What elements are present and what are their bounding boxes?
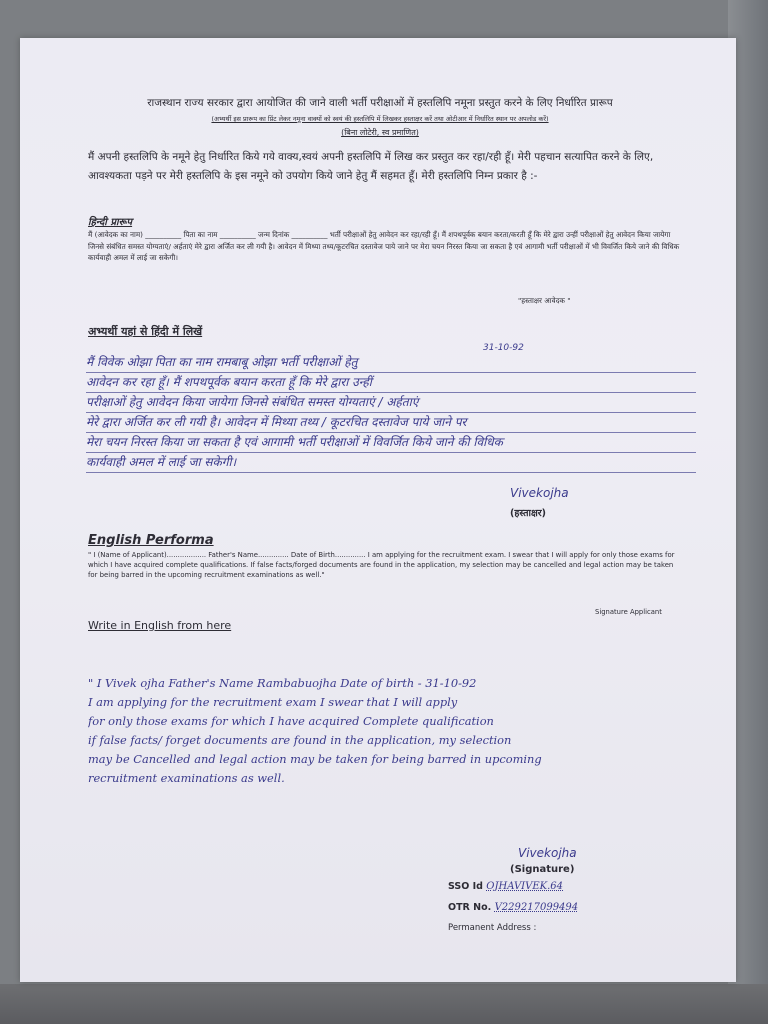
sso-id-row — [448, 881, 563, 892]
form-instructions: (अभ्यर्थी इस प्रारूप का प्रिंट लेकर नमूना वाक्यों को स्वयं की हस्तलिपि में लिखकर हस्ताक्षर करें तथा ओटीआर में निर्धारित स्थान पर अपलोड करें) — [211, 115, 549, 123]
hindi-write-label: अभ्यर्थी यहां से हिंदी में लिखें — [88, 325, 203, 338]
hindi-hw-line: मैं विवेक ओझा पिता का नाम रामबाबू ओझा भर्ती परीक्षाओं हेतु — [86, 353, 696, 373]
english-hw-line: may be Cancelled and legal action may be taken for being barred in upcoming — [88, 752, 542, 766]
english-proforma-sign-label: Signature Applicant — [595, 608, 662, 616]
otr-no-row — [448, 902, 578, 913]
english-hw-line: if false facts/ forget documents are found in the application, my selection — [88, 733, 512, 747]
english-proforma-text: " I (Name of Applicant).................. Father's Name.............. Date of Birth.............. I am applying for the recruitment exam. I swear that I will apply for only those exams for which I have acquired complete qualifications. If false facts/forged documents are found in the application, my selection may be cancelled and legal action may be taken for being barred in the upcoming recruitment examinations as well." — [88, 551, 675, 579]
english-hw-line: for only those exams for which I have acquired Complete qualification — [88, 714, 494, 728]
english-signature-label: (Signature) — [510, 864, 575, 875]
hindi-proforma-sign-label: "हस्ताक्षर आवेदक " — [518, 296, 571, 305]
background-bottom — [0, 984, 768, 1024]
form-note: (बिना लोटेरी, स्व प्रमाणित) — [341, 128, 419, 137]
hindi-signature: Vivekojha — [510, 486, 569, 500]
form-sheet — [20, 38, 736, 982]
sso-id-label: SSO Id — [448, 881, 487, 892]
english-proforma-heading: English Performa — [88, 533, 214, 548]
english-hw-line: recruitment examinations as well. — [88, 771, 285, 785]
form-title: राजस्थान राज्य सरकार द्वारा आयोजित की जाने वाली भर्ती परीक्षाओं में हस्तलिपि नमूना प्रस्तुत करने के लिए निर्धारित प्रारूप — [147, 97, 613, 109]
english-write-label: Write in English from here — [88, 619, 232, 632]
hindi-hw-line: कार्यवाही अमल में लाई जा सकेगी। — [86, 453, 696, 473]
otr-no-value: V229217099494 — [494, 902, 579, 913]
hindi-signature-label: (हस्ताक्षर) — [510, 508, 546, 519]
declaration-text: मैं अपनी हस्तलिपि के नमूने हेतु निर्धारित किये गये वाक्य,स्वयं अपनी हस्तलिपि में लिख कर प्रस्तुत कर रहा/रही हूँ। मेरी पहचान सत्यापित करने के लिए, आवश्यकता पड़ने पर मेरी हस्तलिपि के इस नमूने को उपयोग किये जाने हेतु मैं सहमत हूँ। मेरी हस्तलिपि निम्न प्रकार है :- — [88, 151, 654, 182]
permanent-address-label: Permanent Address : — [448, 923, 537, 933]
hindi-hw-line: परीक्षाओं हेतु आवेदन किया जायेगा जिनसे संबंधित समस्त योग्यताएं / अर्हताएं — [86, 393, 696, 413]
english-handwritten-block — [88, 674, 708, 788]
otr-no-label: OTR No. — [448, 902, 495, 913]
english-signature: Vivekojha — [518, 846, 577, 860]
hindi-dob-note: 31-10-92 — [483, 343, 524, 353]
hindi-proforma-heading: हिन्दी प्रारूप — [88, 217, 133, 228]
hindi-hw-line: आवेदन कर रहा हूँ। मैं शपथपूर्वक बयान करता हूँ कि मेरे द्वारा उन्हीं — [86, 373, 696, 393]
hindi-hw-line: मेरे द्वारा अर्जित कर ली गयी है। आवेदन में मिथ्या तथ्य / कूटरचित दस्तावेज पाये जाने पर — [86, 413, 696, 433]
sso-id-value: OJHAVIVEK.64 — [486, 881, 564, 892]
hindi-handwritten-block — [86, 353, 696, 473]
english-hw-line: I am applying for the recruitment exam I swear that I will apply — [88, 695, 458, 709]
hindi-hw-line: मेरा चयन निरस्त किया जा सकता है एवं आगामी भर्ती परीक्षाओं में विवर्जित किये जाने की विधिक — [86, 433, 696, 453]
english-hw-line: " I Vivek ojha Father's Name Rambabuojha Date of birth - 31-10-92 — [88, 676, 477, 690]
hindi-proforma-text: मैं (आवेदक का नाम) __________ पिता का नाम __________ जन्म दिनांक __________ भर्ती परीक्षाओं हेतु आवेदन कर रहा/रही हूँ। मैं शपथपूर्वक बयान करता/करती हूँ कि मेरे द्वारा उन्हीं परीक्षाओं हेतु आवेदन किया जायेगा जिनसे संबंधित समस्त योग्यताएं/ अर्हताएं मेरे द्वारा अर्जित कर ली गयी है। आवेदन में मिथ्या तथ्य/कूटरचित दस्तावेज पाये जाने पर मेरा चयन निरस्त किया जा सकता है एवं आगामी भर्ती परीक्षाओं में भी विवर्जित किये जाने की विधिक कार्यवाही अमल में लाई जा सकेगी। — [88, 230, 680, 262]
